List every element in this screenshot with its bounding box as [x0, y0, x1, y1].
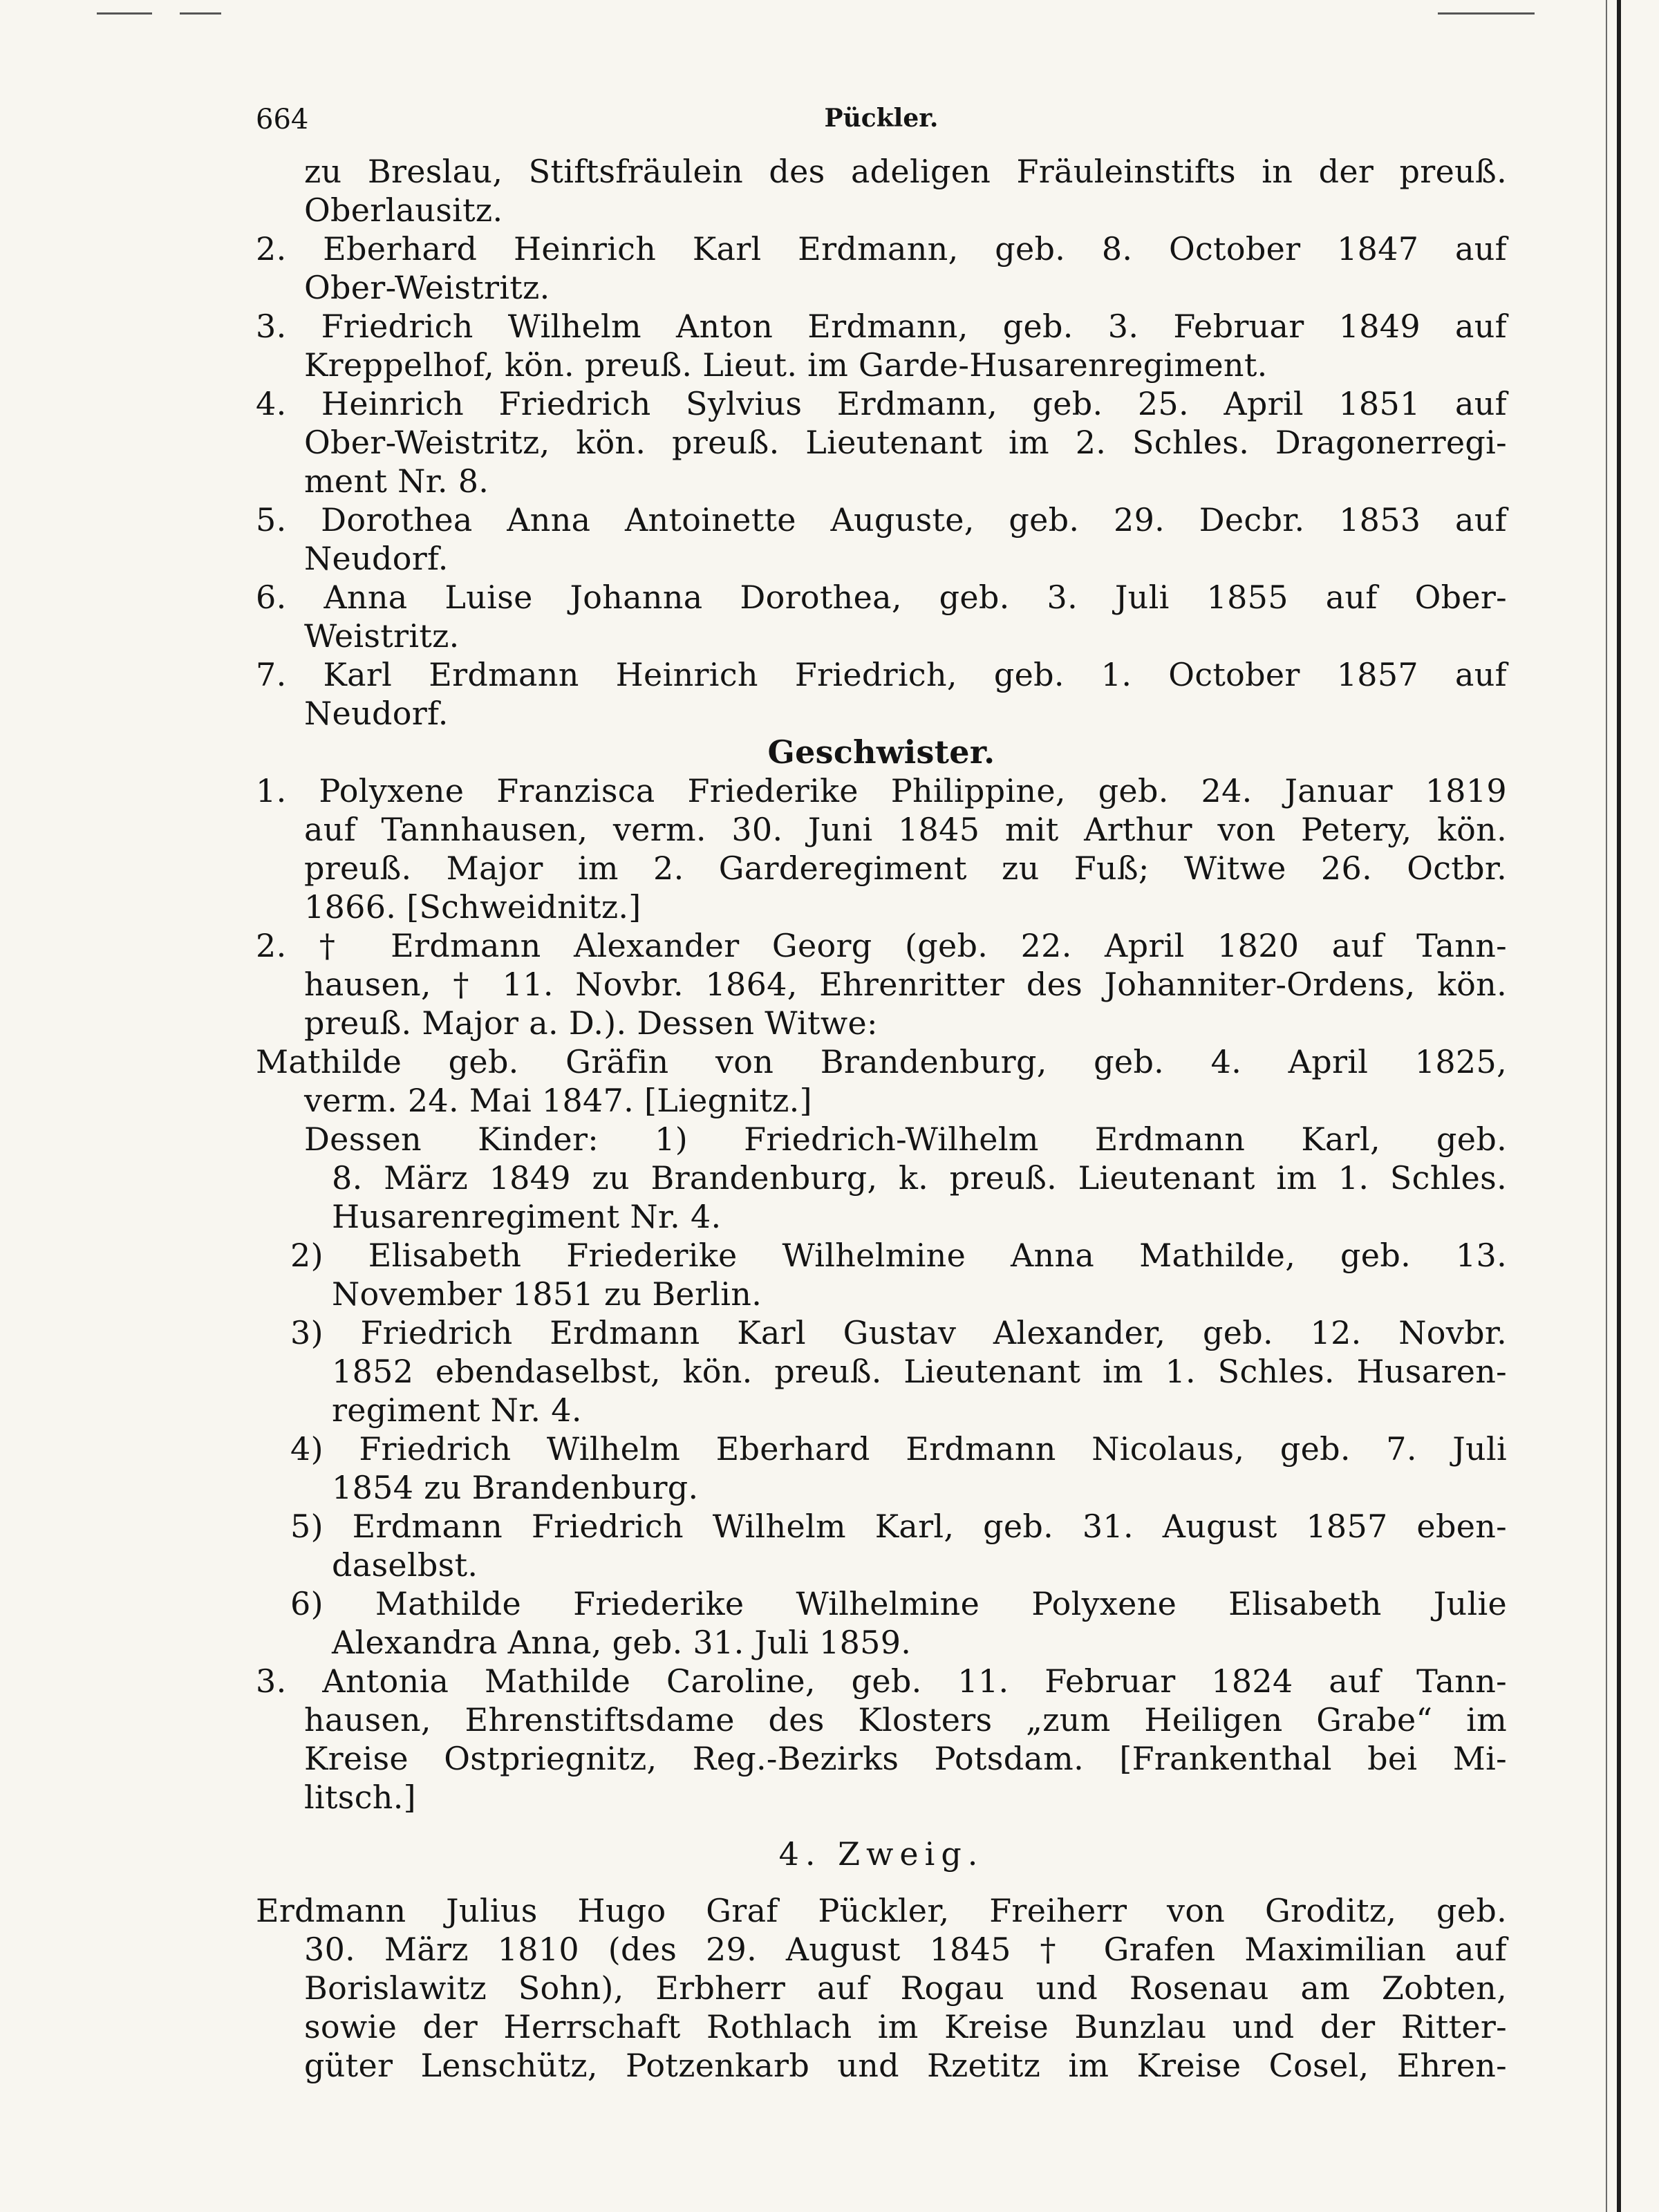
text-line: 7. Karl Erdmann Heinrich Friedrich, geb. 1. October 1857 auf [256, 656, 1507, 693]
text-line: auf Tannhausen, verm. 30. Juni 1845 mit Arthur von Petery, kön. [304, 811, 1507, 848]
text-line: 3. Friedrich Wilhelm Anton Erdmann, geb. 3. Februar 1849 auf [256, 308, 1507, 345]
book-page [256, 97, 1507, 2085]
text-line: Geschwister. [767, 733, 995, 771]
text-line: 1854 zu Brandenburg. [332, 1469, 699, 1506]
text-line: 2) Elisabeth Friederike Wilhelmine Anna Mathilde, geb. 13. [290, 1237, 1507, 1274]
text-line: daselbst. [332, 1546, 478, 1584]
text-line: Kreppelhof, kön. preuß. Lieut. im Garde-Husarenregiment. [304, 346, 1268, 384]
text-line: 30. März 1810 (des 29. August 1845 † Grafen Maximilian auf [304, 1931, 1507, 1968]
scan-mark [1438, 12, 1535, 15]
text-line: 2. † Erdmann Alexander Georg (geb. 22. April 1820 auf Tann- [256, 927, 1507, 964]
text-line: Neudorf. [304, 695, 449, 732]
text-line: litsch.] [304, 1779, 416, 1816]
text-line: 1866. [Schweidnitz.] [304, 888, 641, 926]
text-line: Neudorf. [304, 540, 449, 577]
text-line: ment Nr. 8. [304, 462, 489, 500]
text-line: sowie der Herrschaft Rothlach im Kreise Bunzlau und der Ritter- [304, 2008, 1507, 2045]
text-line: 1. Polyxene Franzisca Friederike Philippine, geb. 24. Januar 1819 [256, 772, 1507, 809]
text-line: 3) Friedrich Erdmann Karl Gustav Alexander, geb. 12. Novbr. [290, 1314, 1507, 1351]
text-line: 4) Friedrich Wilhelm Eberhard Erdmann Nicolaus, geb. 7. Juli [290, 1430, 1507, 1468]
text-line: güter Lenschütz, Potzenkarb und Rzetitz im Kreise Cosel, Ehren- [304, 2047, 1507, 2084]
text-line: Borislawitz Sohn), Erbherr auf Rogau und Rosenau am Zobten, [304, 1969, 1507, 2007]
text-line: 6. Anna Luise Johanna Dorothea, geb. 3. Juli 1855 auf Ober- [256, 579, 1507, 616]
text-line: regiment Nr. 4. [332, 1391, 582, 1429]
scan-mark [97, 12, 152, 15]
text-line: Husarenregiment Nr. 4. [332, 1198, 722, 1235]
spacer [256, 1817, 1507, 1835]
text-line: November 1851 zu Berlin. [332, 1275, 762, 1313]
text-line: Kreise Ostpriegnitz, Reg.-Bezirks Potsdam. [Frankenthal bei Mi- [304, 1740, 1507, 1777]
text-line: 2. Eberhard Heinrich Karl Erdmann, geb. 8. October 1847 auf [256, 230, 1507, 268]
text-line: Erdmann Julius Hugo Graf Pückler, Freiherr von Groditz, geb. [256, 1892, 1507, 1929]
text-line: 5) Erdmann Friedrich Wilhelm Karl, geb. 31. August 1857 eben- [290, 1508, 1507, 1545]
text-line: 4. Zweig. [778, 1835, 984, 1873]
text-line: hausen, † 11. Novbr. 1864, Ehrenritter des Johanniter-Ordens, kön. [304, 966, 1507, 1003]
binding-edge-line [1617, 0, 1621, 2212]
text-line: verm. 24. Mai 1847. [Liegnitz.] [304, 1082, 812, 1119]
genealogy-text [256, 152, 1507, 2085]
text-line: 3. Antonia Mathilde Caroline, geb. 11. Februar 1824 auf Tann- [256, 1662, 1507, 1700]
text-line: zu Breslau, Stiftsfräulein des adeligen Fräuleinstifts in der preuß. [304, 153, 1507, 190]
spacer [256, 1873, 1507, 1891]
text-line: Dessen Kinder: 1) Friedrich-Wilhelm Erdmann Karl, geb. [304, 1121, 1507, 1158]
text-line: hausen, Ehrenstiftsdame des Klosters „zum Heiligen Grabe“ im [304, 1701, 1507, 1738]
text-line: Alexandra Anna, geb. 31. Juli 1859. [332, 1624, 912, 1661]
text-line: Mathilde geb. Gräfin von Brandenburg, geb. 4. April 1825, [256, 1043, 1507, 1080]
text-line: 4. Heinrich Friedrich Sylvius Erdmann, geb. 25. April 1851 auf [256, 385, 1507, 422]
text-line: Ober-Weistritz, kön. preuß. Lieutenant im 2. Schles. Dragonerregi- [304, 424, 1507, 461]
text-line: preuß. Major im 2. Garderegiment zu Fuß; Witwe 26. Octbr. [304, 850, 1507, 887]
text-line: Weistritz. [304, 617, 460, 655]
text-line: 6) Mathilde Friederike Wilhelmine Polyxene Elisabeth Julie [290, 1585, 1507, 1622]
page-number: 664 [256, 104, 309, 135]
binding-edge-thin-line [1606, 0, 1607, 2212]
scan-mark [180, 12, 221, 15]
text-line: 8. März 1849 zu Brandenburg, k. preuß. Lieutenant im 1. Schles. [332, 1159, 1507, 1197]
text-line: 1852 ebendaselbst, kön. preuß. Lieutenant im 1. Schles. Husaren- [332, 1353, 1507, 1390]
text-line: preuß. Major a. D.). Dessen Witwe: [304, 1004, 878, 1042]
text-line: 5. Dorothea Anna Antoinette Auguste, geb. 29. Decbr. 1853 auf [256, 501, 1507, 538]
text-line: Ober-Weistritz. [304, 269, 550, 306]
text-line: Oberlausitz. [304, 191, 503, 229]
page-header [256, 97, 1507, 152]
running-title: Pückler. [824, 104, 939, 133]
